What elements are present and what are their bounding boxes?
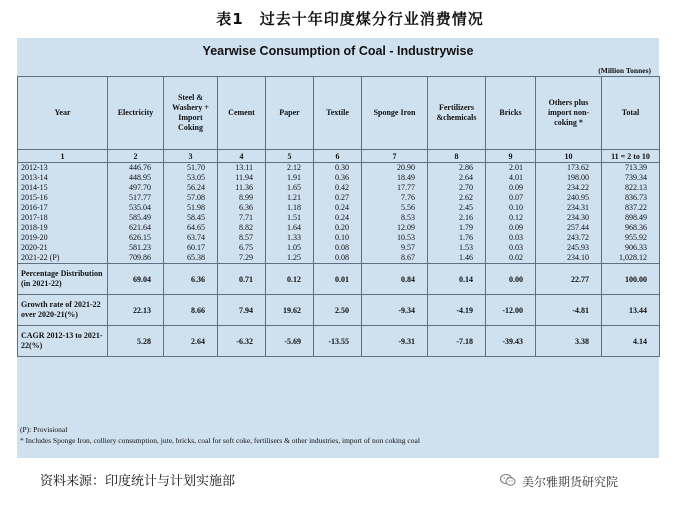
value-cell: 739.34 [602, 173, 660, 183]
value-cell: 822.13 [602, 183, 660, 193]
summary-value: -4.19 [428, 295, 486, 326]
value-cell: 8.67 [362, 253, 428, 264]
value-cell: 535.04 [108, 203, 164, 213]
table-row [18, 243, 660, 253]
year-cell: 2017-18 [18, 213, 108, 223]
value-cell: 626.15 [108, 233, 164, 243]
table-notes [17, 424, 662, 446]
column-number: 1 [18, 150, 108, 163]
summary-row [18, 264, 660, 295]
value-cell: 581.23 [108, 243, 164, 253]
value-cell: 0.08 [314, 253, 362, 264]
value-cell: 2.70 [428, 183, 486, 193]
summary-value: -4.81 [536, 295, 602, 326]
year-cell: 2019-20 [18, 233, 108, 243]
summary-label: Growth rate of 2021-22 over 2020-21(%) [18, 295, 108, 326]
column-header: Sponge Iron [362, 77, 428, 150]
value-cell: 245.93 [536, 243, 602, 253]
value-cell: 898.49 [602, 213, 660, 223]
value-cell: 1.46 [428, 253, 486, 264]
value-cell: 497.70 [108, 183, 164, 193]
value-cell: 17.77 [362, 183, 428, 193]
year-cell: 2021-22 (P) [18, 253, 108, 264]
table-row [18, 223, 660, 233]
value-cell: 11.36 [218, 183, 266, 193]
column-number: 4 [218, 150, 266, 163]
value-cell: 713.39 [602, 163, 660, 174]
value-cell: 2.16 [428, 213, 486, 223]
value-cell: 517.77 [108, 193, 164, 203]
column-number: 7 [362, 150, 428, 163]
value-cell: 709.86 [108, 253, 164, 264]
value-cell: 585.49 [108, 213, 164, 223]
column-header: Total [602, 77, 660, 150]
value-cell: 198.00 [536, 173, 602, 183]
summary-row [18, 326, 660, 357]
year-cell: 2018-19 [18, 223, 108, 233]
year-cell: 2016-17 [18, 203, 108, 213]
summary-value: 7.94 [218, 295, 266, 326]
value-cell: 53.05 [164, 173, 218, 183]
column-number: 5 [266, 150, 314, 163]
summary-value: 22.13 [108, 295, 164, 326]
table-row [18, 233, 660, 243]
value-cell: 2.45 [428, 203, 486, 213]
value-cell: 955.92 [602, 233, 660, 243]
value-cell: 58.45 [164, 213, 218, 223]
summary-label: CAGR 2012-13 to 2021-22(%) [18, 326, 108, 357]
value-cell: 2.86 [428, 163, 486, 174]
table-row [18, 253, 660, 264]
value-cell: 2.01 [486, 163, 536, 174]
value-cell: 8.99 [218, 193, 266, 203]
value-cell: 448.95 [108, 173, 164, 183]
summary-value: 4.14 [602, 326, 660, 357]
column-number: 9 [486, 150, 536, 163]
value-cell: 1.21 [266, 193, 314, 203]
value-cell: 0.30 [314, 163, 362, 174]
year-cell: 2020-21 [18, 243, 108, 253]
value-cell: 836.73 [602, 193, 660, 203]
header-row [18, 77, 660, 150]
value-cell: 243.72 [536, 233, 602, 243]
table-title: Yearwise Consumption of Coal - Industrywise [202, 44, 474, 58]
value-cell: 11.94 [218, 173, 266, 183]
summary-value: 8.66 [164, 295, 218, 326]
summary-value: -7.18 [428, 326, 486, 357]
column-number: 10 [536, 150, 602, 163]
value-cell: 0.09 [486, 183, 536, 193]
value-cell: 1.18 [266, 203, 314, 213]
value-cell: 0.07 [486, 193, 536, 203]
value-cell: 65.38 [164, 253, 218, 264]
value-cell: 0.24 [314, 203, 362, 213]
column-number: 6 [314, 150, 362, 163]
column-header: Cement [218, 77, 266, 150]
value-cell: 8.53 [362, 213, 428, 223]
value-cell: 4.01 [486, 173, 536, 183]
summary-value: -9.31 [362, 326, 428, 357]
column-header: Electricity [108, 77, 164, 150]
value-cell: 1.53 [428, 243, 486, 253]
value-cell: 13.11 [218, 163, 266, 174]
summary-value: 0.71 [218, 264, 266, 295]
value-cell: 906.33 [602, 243, 660, 253]
column-header: Textile [314, 77, 362, 150]
value-cell: 1,028.12 [602, 253, 660, 264]
column-number: 8 [428, 150, 486, 163]
value-cell: 8.82 [218, 223, 266, 233]
summary-value: -12.00 [486, 295, 536, 326]
summary-value: -5.69 [266, 326, 314, 357]
column-header: Paper [266, 77, 314, 150]
value-cell: 0.20 [314, 223, 362, 233]
value-cell: 240.95 [536, 193, 602, 203]
value-cell: 2.62 [428, 193, 486, 203]
summary-value: 3.38 [536, 326, 602, 357]
column-header: Fertilizers &chemicals [428, 77, 486, 150]
table-row [18, 213, 660, 223]
column-number-row [18, 150, 660, 163]
value-cell: 18.49 [362, 173, 428, 183]
value-cell: 7.29 [218, 253, 266, 264]
table-row [18, 163, 660, 174]
value-cell: 0.02 [486, 253, 536, 264]
summary-value: 0.01 [314, 264, 362, 295]
value-cell: 6.75 [218, 243, 266, 253]
value-cell: 2.64 [428, 173, 486, 183]
value-cell: 12.09 [362, 223, 428, 233]
value-cell: 0.10 [314, 233, 362, 243]
value-cell: 1.33 [266, 233, 314, 243]
summary-value: 0.12 [266, 264, 314, 295]
value-cell: 9.57 [362, 243, 428, 253]
summary-value: 6.36 [164, 264, 218, 295]
value-cell: 0.42 [314, 183, 362, 193]
value-cell: 1.91 [266, 173, 314, 183]
value-cell: 837.22 [602, 203, 660, 213]
value-cell: 0.10 [486, 203, 536, 213]
summary-value: -6.32 [218, 326, 266, 357]
table-row [18, 193, 660, 203]
wechat-icon [500, 473, 516, 487]
value-cell: 1.79 [428, 223, 486, 233]
summary-row [18, 295, 660, 326]
summary-value: 2.50 [314, 295, 362, 326]
table-row [18, 183, 660, 193]
summary-value: -13.55 [314, 326, 362, 357]
value-cell: 60.17 [164, 243, 218, 253]
column-header: Year [18, 77, 108, 150]
value-cell: 6.36 [218, 203, 266, 213]
value-cell: 64.65 [164, 223, 218, 233]
summary-value: 0.00 [486, 264, 536, 295]
value-cell: 2.12 [266, 163, 314, 174]
table-panel [17, 38, 659, 458]
value-cell: 0.24 [314, 213, 362, 223]
value-cell: 234.10 [536, 253, 602, 264]
year-cell: 2013-14 [18, 173, 108, 183]
value-cell: 57.08 [164, 193, 218, 203]
value-cell: 621.64 [108, 223, 164, 233]
table-row [18, 173, 660, 183]
note-provisional: (P): Provisional [20, 425, 68, 434]
value-cell: 0.03 [486, 243, 536, 253]
year-cell: 2014-15 [18, 183, 108, 193]
value-cell: 173.62 [536, 163, 602, 174]
value-cell: 20.90 [362, 163, 428, 174]
summary-value: 69.04 [108, 264, 164, 295]
column-number: 2 [108, 150, 164, 163]
value-cell: 8.57 [218, 233, 266, 243]
summary-label: Percentage Distribution (in 2021-22) [18, 264, 108, 295]
summary-value: 0.84 [362, 264, 428, 295]
value-cell: 63.74 [164, 233, 218, 243]
brand-label: 美尔雅期货研究院 [522, 475, 619, 489]
note-others: * Includes Sponge Iron, colliery consumption, jute, bricks, coal for soft coke, fertilisers & other industries, import of non coking coal [20, 436, 420, 445]
summary-value: 2.64 [164, 326, 218, 357]
value-cell: 968.36 [602, 223, 660, 233]
value-cell: 51.70 [164, 163, 218, 174]
value-cell: 1.51 [266, 213, 314, 223]
value-cell: 234.22 [536, 183, 602, 193]
column-header: Bricks [486, 77, 536, 150]
summary-value: 5.28 [108, 326, 164, 357]
summary-value: 100.00 [602, 264, 660, 295]
summary-value: -9.34 [362, 295, 428, 326]
value-cell: 0.27 [314, 193, 362, 203]
summary-value: 22.77 [536, 264, 602, 295]
summary-value: -39.43 [486, 326, 536, 357]
value-cell: 1.25 [266, 253, 314, 264]
summary-value: 19.62 [266, 295, 314, 326]
value-cell: 7.71 [218, 213, 266, 223]
year-cell: 2012-13 [18, 163, 108, 174]
table-caption: 表1 过去十年印度煤分行业消费情况 [216, 10, 484, 28]
value-cell: 10.53 [362, 233, 428, 243]
value-cell: 1.76 [428, 233, 486, 243]
value-cell: 7.76 [362, 193, 428, 203]
table-row [18, 203, 660, 213]
value-cell: 234.31 [536, 203, 602, 213]
value-cell: 234.30 [536, 213, 602, 223]
coal-consumption-table [17, 76, 660, 357]
value-cell: 0.03 [486, 233, 536, 243]
value-cell: 1.64 [266, 223, 314, 233]
year-cell: 2015-16 [18, 193, 108, 203]
column-header: Others plus import non-coking * [536, 77, 602, 150]
value-cell: 0.08 [314, 243, 362, 253]
value-cell: 51.98 [164, 203, 218, 213]
value-cell: 0.36 [314, 173, 362, 183]
column-number: 3 [164, 150, 218, 163]
source-note: 资料来源：印度统计与计划实施部 [40, 474, 236, 489]
value-cell: 56.24 [164, 183, 218, 193]
value-cell: 1.65 [266, 183, 314, 193]
value-cell: 1.05 [266, 243, 314, 253]
value-cell: 0.09 [486, 223, 536, 233]
column-header: Steel & Washery + Import Coking [164, 77, 218, 150]
value-cell: 5.56 [362, 203, 428, 213]
column-number: 11 = 2 to 10 [602, 150, 660, 163]
summary-value: 13.44 [602, 295, 660, 326]
value-cell: 446.76 [108, 163, 164, 174]
value-cell: 257.44 [536, 223, 602, 233]
value-cell: 0.12 [486, 213, 536, 223]
summary-value: 0.14 [428, 264, 486, 295]
unit-label: (Million Tonnes) [598, 66, 651, 75]
